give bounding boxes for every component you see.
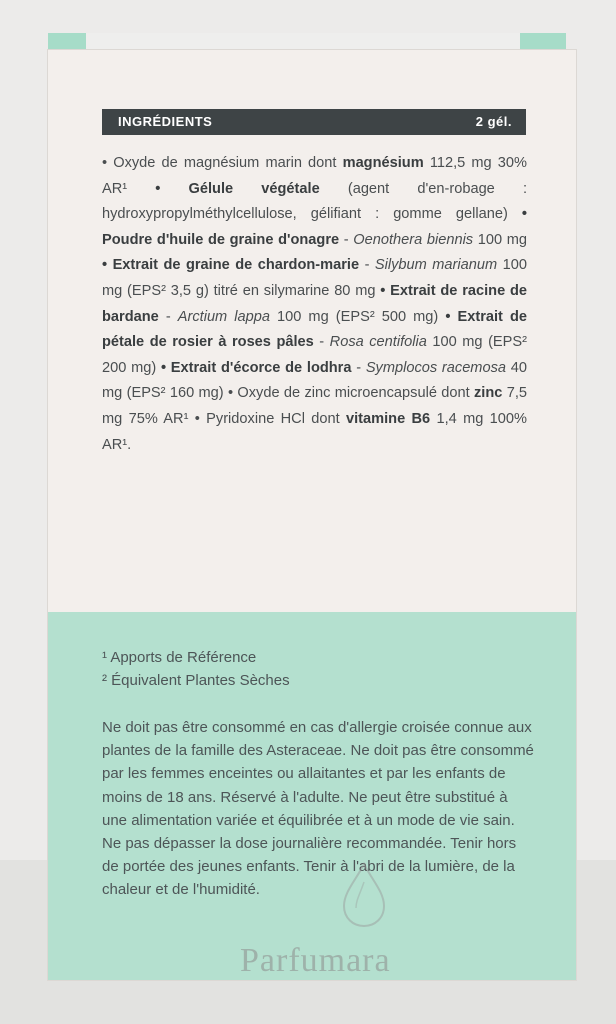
ingredients-title: INGRÉDIENTS (118, 114, 213, 129)
watermark-text: Parfumara (240, 942, 391, 979)
warning-text: Ne doit pas être consommé en cas d'allergie croisée connue aux plantes de la famille des Asteraceae. Ne doit pas être consommé par les femmes enceintes ou allaitantes et par les enfants de moins de 18 ans. Réservé à l'adulte. Ne peut être substitué à une alimentation variée et équilibrée et à un mode de vie sain. Ne pas dépasser la dose journalière recommandée. Tenir hors de portée des jeunes enfants. Tenir à l'abri de la lumière, de la chaleur et de l'humidité. (102, 719, 534, 899)
drop-watermark-icon (334, 860, 394, 930)
ingredients-list: • Oxyde de magnésium marin dont magnésium 112,5 mg 30% AR¹ • Gélule végétale (agent d'en-robage : hydroxypropylméthylcellulose, gélifiant : gomme gellane) • Poudre d'huile de graine d'onagre - Oenothera biennis 100 mg • Extrait de graine de chardon-marie - Silybum marianum 100 mg (EPS² 3,5 g) titré en silymarine 80 mg • Extrait de racine de bardane - Arctium lappa 100 mg (EPS² 500 mg) • Extrait de pétale de rosier à roses pâles - Rosa centifolia 100 mg (EPS² 200 mg) • Extrait d'écorce de lodhra - Symplocos racemosa 40 mg (EPS² 160 mg) • Oxyde de zinc microencapsulé dont zinc 7,5 mg 75% AR¹ • Pyridoxine HCl dont vitamine B6 1,4 mg 100% AR¹. (102, 155, 528, 453)
ingredients-header (102, 109, 526, 135)
product-box (48, 50, 576, 980)
footnotes (102, 646, 532, 692)
footnote-2: ² Équivalent Plantes Sèches (102, 672, 290, 689)
footnote-1: ¹ Apports de Référence (102, 649, 257, 666)
dose-label: 2 gél. (475, 114, 512, 129)
mint-panel (48, 612, 576, 980)
